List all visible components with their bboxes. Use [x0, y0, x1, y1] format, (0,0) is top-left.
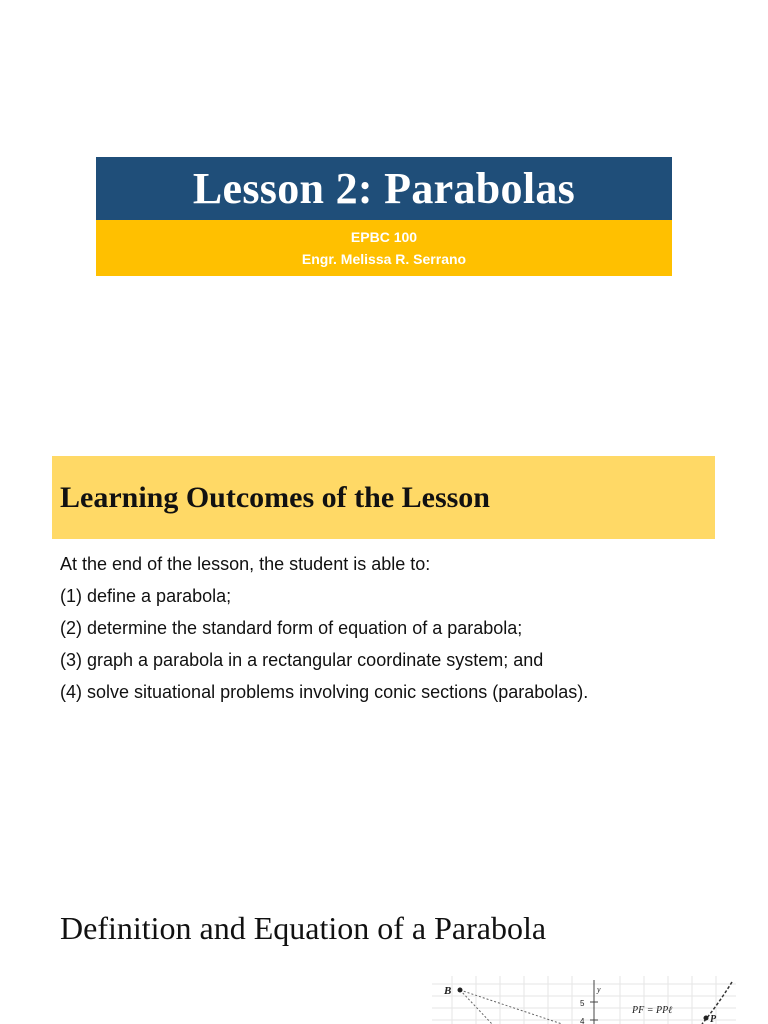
- label-b: B: [444, 985, 452, 997]
- label-p: P: [710, 1014, 717, 1024]
- dotted-line-b: [460, 990, 562, 1024]
- outcomes-heading: Learning Outcomes of the Lesson: [60, 480, 490, 514]
- equation-label: PF = PPℓ: [632, 1005, 673, 1016]
- course-code: EPBC 100: [350, 229, 418, 245]
- parabola-diagram: [432, 976, 736, 1024]
- tick-5-label: 5: [580, 999, 585, 1008]
- outcome-item-2: (2) determine the standard form of equation of a parabola;: [60, 618, 523, 638]
- point-p: [704, 1016, 709, 1021]
- subtitle-banner: [96, 220, 672, 276]
- lesson-title: Lesson 2: Parabolas: [192, 164, 576, 213]
- author-name: Engr. Melissa R. Serrano: [301, 251, 467, 267]
- y-axis-label: y: [597, 985, 601, 994]
- title-banner: [96, 157, 672, 220]
- outcomes-list: [60, 550, 720, 710]
- outcome-item-1: (1) define a parabola;: [60, 586, 232, 606]
- outcomes-intro: At the end of the lesson, the student is able to:: [60, 554, 431, 574]
- outcome-item-3: (3) graph a parabola in a rectangular coordinate system; and: [60, 650, 544, 670]
- point-b: [458, 988, 463, 993]
- definition-heading: Definition and Equation of a Parabola: [60, 910, 547, 946]
- parabola-figure: [432, 976, 736, 1024]
- outcomes-header: [52, 456, 715, 539]
- outcome-item-4: (4) solve situational problems involving conic sections (parabolas).: [60, 682, 589, 702]
- tick-4-label: 4: [580, 1017, 585, 1024]
